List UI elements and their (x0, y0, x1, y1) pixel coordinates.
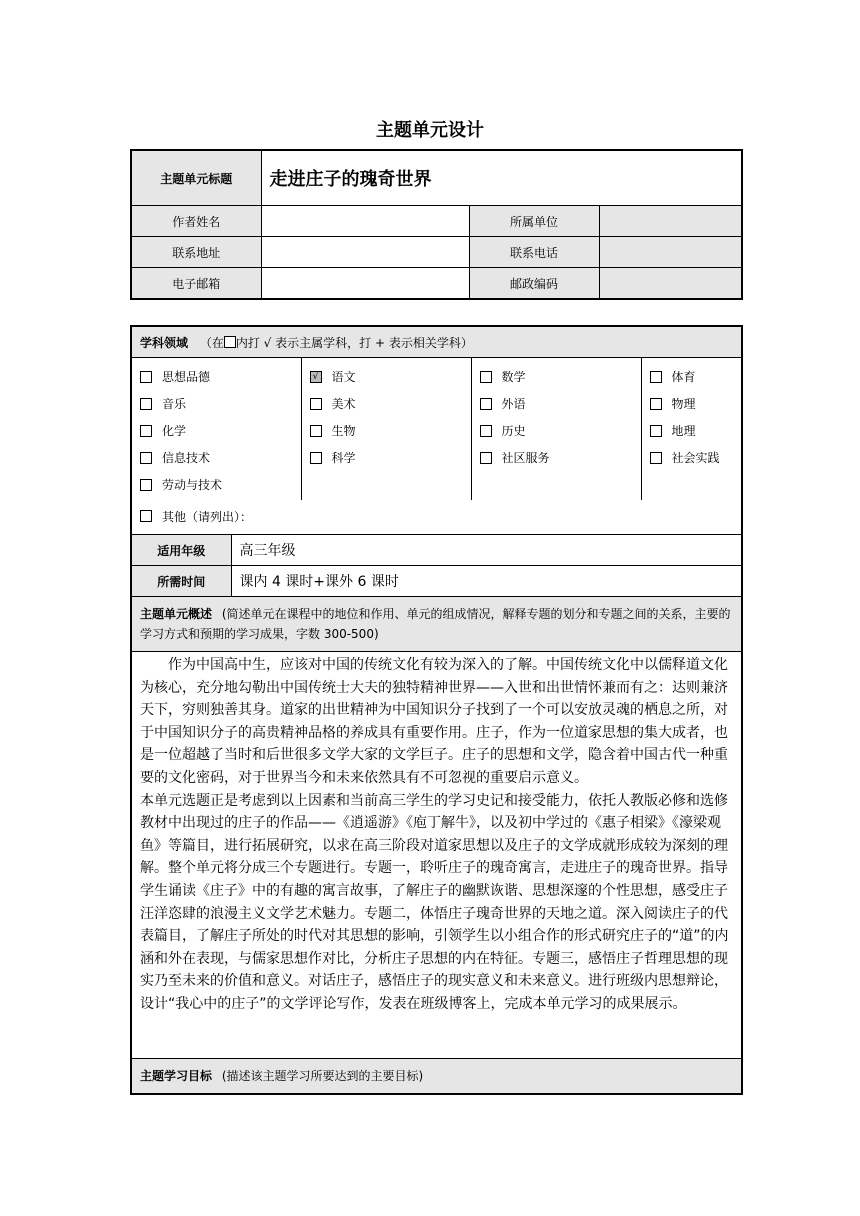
unit-info-table (130, 149, 743, 300)
subject-label: 数学 (501, 370, 526, 384)
address-label: 联系地址 (131, 237, 261, 268)
checkbox-icon[interactable] (650, 398, 662, 410)
checkbox-icon[interactable] (140, 479, 152, 491)
postcode-label: 邮政编码 (469, 268, 599, 300)
subject-label: 化学 (162, 424, 187, 438)
checkbox-icon[interactable] (480, 371, 492, 383)
subject-item[interactable] (140, 391, 293, 418)
subject-item[interactable] (140, 418, 293, 445)
checkbox-icon[interactable] (480, 425, 492, 437)
subject-item[interactable] (480, 418, 633, 445)
checkbox-icon[interactable] (650, 371, 662, 383)
overview-header (131, 597, 742, 652)
subject-item[interactable] (140, 504, 733, 531)
subject-item[interactable] (480, 391, 633, 418)
page-title: 主题单元设计 (376, 120, 484, 141)
checkbox-icon[interactable] (140, 452, 152, 464)
phone-label: 联系电话 (469, 237, 599, 268)
subject-label: 历史 (501, 424, 526, 438)
subject-item[interactable] (310, 445, 463, 472)
other-subject-row[interactable] (131, 500, 742, 535)
goals-label: 主题学习目标 (140, 1069, 213, 1083)
grade-value[interactable]: 高三年级 (231, 535, 742, 566)
subject-column-3 (471, 358, 641, 501)
author-name-field[interactable] (261, 206, 469, 237)
subject-column-1 (131, 358, 301, 501)
subject-area-header (131, 326, 742, 358)
subject-item[interactable] (310, 364, 463, 391)
checkbox-icon[interactable] (480, 398, 492, 410)
unit-title-label: 主题单元标题 (131, 150, 261, 206)
subject-item[interactable] (310, 391, 463, 418)
subject-label: 地理 (671, 424, 696, 438)
checkbox-icon[interactable] (140, 371, 152, 383)
subject-item[interactable] (480, 445, 633, 472)
subject-item[interactable] (650, 364, 734, 391)
overview-text[interactable] (131, 652, 742, 1059)
checkbox-icon[interactable] (310, 425, 322, 437)
subject-area-note-1: （在 (199, 335, 224, 350)
unit-detail-table (130, 325, 743, 1095)
subject-label: 物理 (671, 397, 696, 411)
subject-item[interactable] (650, 391, 734, 418)
subject-label: 体育 (671, 370, 696, 384)
overview-paragraph-2: 本单元选题正是考虑到以上因素和当前高三学生的学习史记和接受能力，依托人教版必修和选修教材中出现过的庄子的作品——《逍遥游》《庖丁解牛》，以及初中学过的《惠子相梁》《濠梁观鱼》等篇目，进行拓展研究，以求在高三阶段对道家思想以及庄子的文学成就形成较为深刻的理解。整个单元将分成三个专题进行。专题一，聆听庄子的瑰奇寓言，走进庄子的瑰奇世界。指导学生诵读《庄子》中的有趣的寓言故事，了解庄子的幽默诙谐、思想深邃的个性思想，感受庄子汪洋恣肆的浪漫主义文学艺术魅力。专题二，体悟庄子瑰奇世界的天地之道。深入阅读庄子的代表篇目，了解庄子所处的时代对其思想的影响，引领学生以小组合作的形式研究庄子的“道”的内涵和外在表现，与儒家思想作对比，分析庄子思想的内在特征。专题三，感悟庄子哲理思想的现实乃至未来的价值和意义。对话庄子，感悟庄子的现实意义和未来意义。进行班级内思想辩论，设计“我心中的庄子”的文学评论写作，发表在班级博客上，完成本单元学习的成果展示。 (140, 792, 729, 1012)
checkbox-icon[interactable] (310, 398, 322, 410)
subject-label: 信息技术 (162, 451, 211, 465)
subject-column-2 (301, 358, 471, 501)
subject-item[interactable] (140, 445, 293, 472)
subject-area-note-2: 内打 √ 表示主属学科，打 + 表示相关学科） (235, 335, 473, 350)
address-field[interactable] (261, 237, 469, 268)
checkbox-icon[interactable] (140, 425, 152, 437)
postcode-field[interactable] (599, 268, 742, 300)
email-field[interactable] (261, 268, 469, 300)
goals-header (131, 1059, 742, 1095)
time-value[interactable]: 课内 4 课时+课外 6 课时 (231, 566, 742, 597)
subject-label: 思想品德 (162, 370, 211, 384)
overview-note: (简述单元在课程中的地位和作用、单元的组成情况，解释专题的划分和专题之间的关系，主要的学习方式和预期的学习成果，字数 300-500) (140, 607, 731, 641)
organization-label: 所属单位 (469, 206, 599, 237)
subject-label: 音乐 (162, 397, 187, 411)
other-subject-label: 其他（请列出）： (162, 509, 253, 524)
subject-label: 劳动与技术 (162, 478, 223, 492)
subject-label: 美术 (331, 397, 356, 411)
subject-column-4 (641, 358, 742, 501)
subject-item[interactable] (650, 445, 734, 472)
organization-field[interactable] (599, 206, 742, 237)
subject-label: 社会实践 (671, 451, 720, 465)
checkbox-icon[interactable] (140, 510, 152, 522)
checkbox-icon[interactable] (480, 452, 492, 464)
unit-title-value[interactable]: 走进庄子的瑰奇世界 (261, 150, 742, 206)
grade-label: 适用年级 (131, 535, 231, 566)
subject-item[interactable] (650, 418, 734, 445)
author-name-label: 作者姓名 (131, 206, 261, 237)
time-label: 所需时间 (131, 566, 231, 597)
subject-area-label: 学科领域 (140, 335, 189, 350)
checkbox-icon[interactable] (310, 452, 322, 464)
subject-label: 生物 (331, 424, 356, 438)
checkbox-icon[interactable] (140, 398, 152, 410)
subject-label: 科学 (331, 451, 356, 465)
checkbox-icon (224, 336, 236, 348)
subject-item[interactable] (310, 418, 463, 445)
subject-label: 语文 (331, 370, 356, 384)
subject-item[interactable] (480, 364, 633, 391)
checkbox-icon[interactable] (650, 452, 662, 464)
subject-item[interactable] (140, 364, 293, 391)
subject-label: 外语 (501, 397, 526, 411)
phone-field[interactable] (599, 237, 742, 268)
goals-note: (描述该主题学习所要达到的主要目标) (221, 1069, 424, 1083)
subject-item[interactable] (140, 472, 293, 499)
overview-paragraph-1: 作为中国高中生，应该对中国的传统文化有较为深入的了解。中国传统文化中以儒释道文化为核心，充分地勾勒出中国传统士大夫的独特精神世界——入世和出世情怀兼而有之：达则兼济天下，穷则独善其身。道家的出世精神为中国知识分子找到了一个可以安放灵魂的栖息之所，对于中国知识分子的高贵精神品格的养成具有重要作用。庄子，作为一位道家思想的集大成者，也是一位超越了当时和后世很多文学大家的文学巨子。庄子的思想和文学，隐含着中国古代一种重要的文化密码，对于世界当今和未来依然具有不可忽视的重要启示意义。 (140, 657, 728, 786)
checkbox-icon[interactable] (650, 425, 662, 437)
overview-label: 主题单元概述 (140, 607, 213, 621)
subject-label: 社区服务 (501, 451, 550, 465)
email-label: 电子邮箱 (131, 268, 261, 300)
checkmark-icon[interactable]: √ (310, 371, 322, 383)
